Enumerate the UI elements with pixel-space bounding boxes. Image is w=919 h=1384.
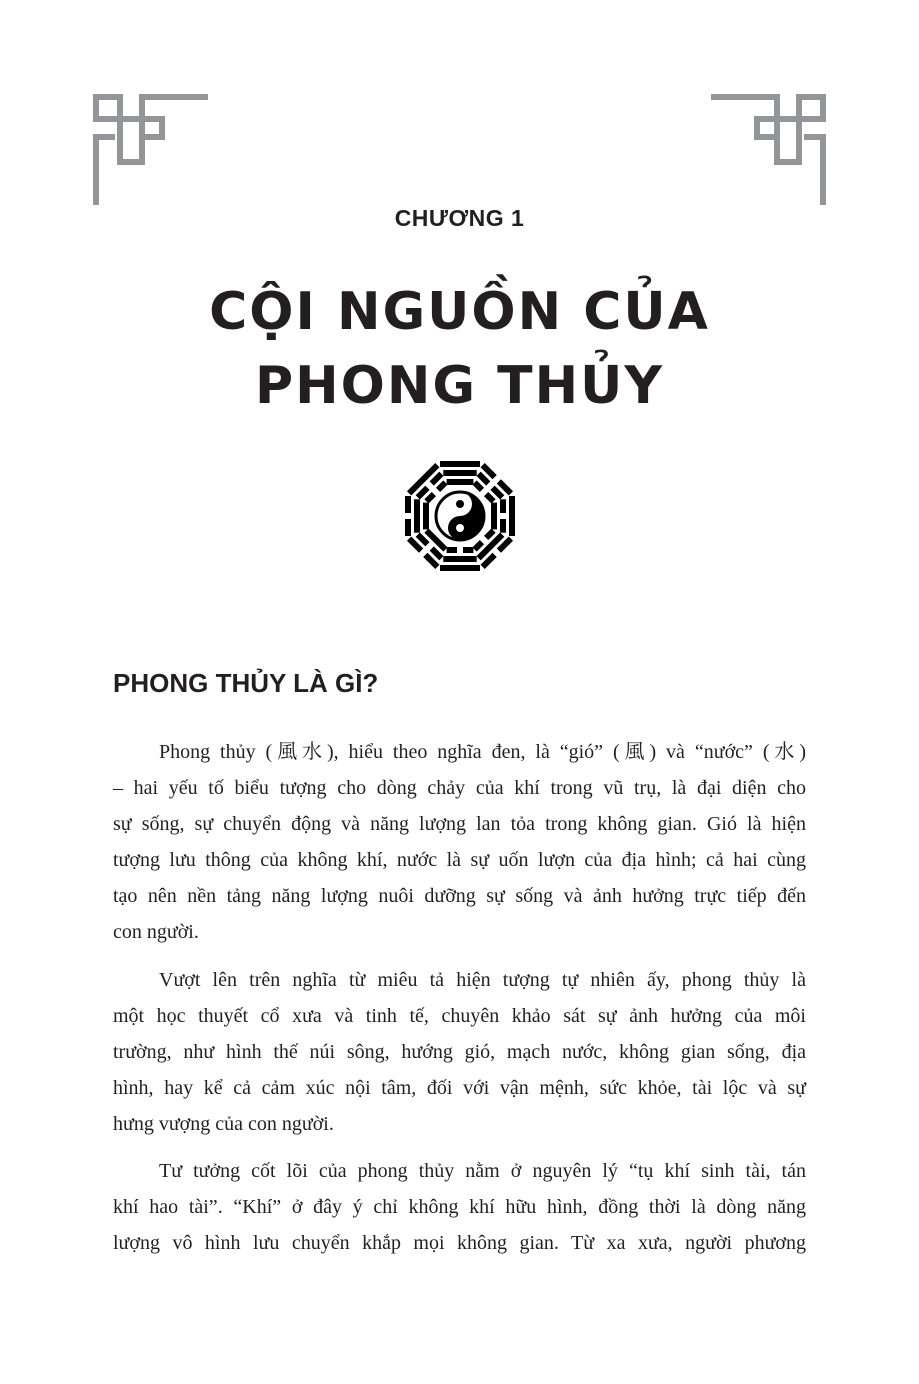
text-line: sự sống, sự chuyển động và năng lượng lan tỏa trong không gian. Gió là hiện [113,813,806,835]
text-line: tượng lưu thông của không khí, nước là sự uốn lượn của địa hình; cả hai cùng [113,849,806,871]
text-line: một học thuyết cổ xưa và tinh tế, chuyên khảo sát sự ảnh hưởng của môi [113,1005,806,1027]
trigram-icon [440,461,480,485]
text-line: trường, như hình thế núi sông, hướng gió, mạch nước, không gian sống, địa [113,1041,806,1063]
text-line: con người. [113,921,199,943]
trigram-icon [405,496,429,536]
chapter-label: CHƯƠNG 1 [394,205,525,231]
text-line: Vượt lên trên nghĩa từ miêu tả hiện tượng tự nhiên ấy, phong thủy là [159,969,806,991]
text-line: Phong thủy (風水), hiểu theo nghĩa đen, là “gió” (風) và “nước” (水) [159,741,806,763]
text-line: hưng vượng của con người. [113,1113,334,1135]
paragraph-3 [113,1153,806,1261]
paragraph-2 [113,962,806,1142]
text-line: tạo nên nền tảng năng lượng nuôi dưỡng sự sống và ảnh hưởng trực tiếp đến [113,885,806,907]
section-heading: PHONG THỦY LÀ GÌ? [113,668,379,698]
paragraph-1 [113,734,806,950]
text-line: hình, hay kể cả cảm xúc nội tâm, đối với vận mệnh, sức khỏe, tài lộc và sự [113,1077,806,1099]
corner-ornament-right-icon [709,82,839,212]
text-line: lượng vô hình lưu chuyển khắp mọi không gian. Từ xa xưa, người phương [113,1232,806,1254]
text-line: – hai yếu tố biểu tượng cho dòng chảy của khí trong vũ trụ, là đại diện cho [113,777,806,799]
chapter-title-line-1: CỘI NGUỒN CỦA [209,282,710,342]
text-line: khí hao tài”. “Khí” ở đây ý chỉ không khí hữu hình, đồng thời là dòng năng [113,1196,806,1218]
text-line: Tư tưởng cốt lõi của phong thủy nằm ở nguyên lý “tụ khí sinh tài, tán [159,1160,806,1182]
bagua-yin-yang-icon [400,456,520,576]
chapter-title-line-2: PHONG THỦY [254,356,664,416]
trigram-icon [440,547,480,571]
trigram-icon [491,496,515,536]
corner-ornament-left-icon [80,82,210,212]
